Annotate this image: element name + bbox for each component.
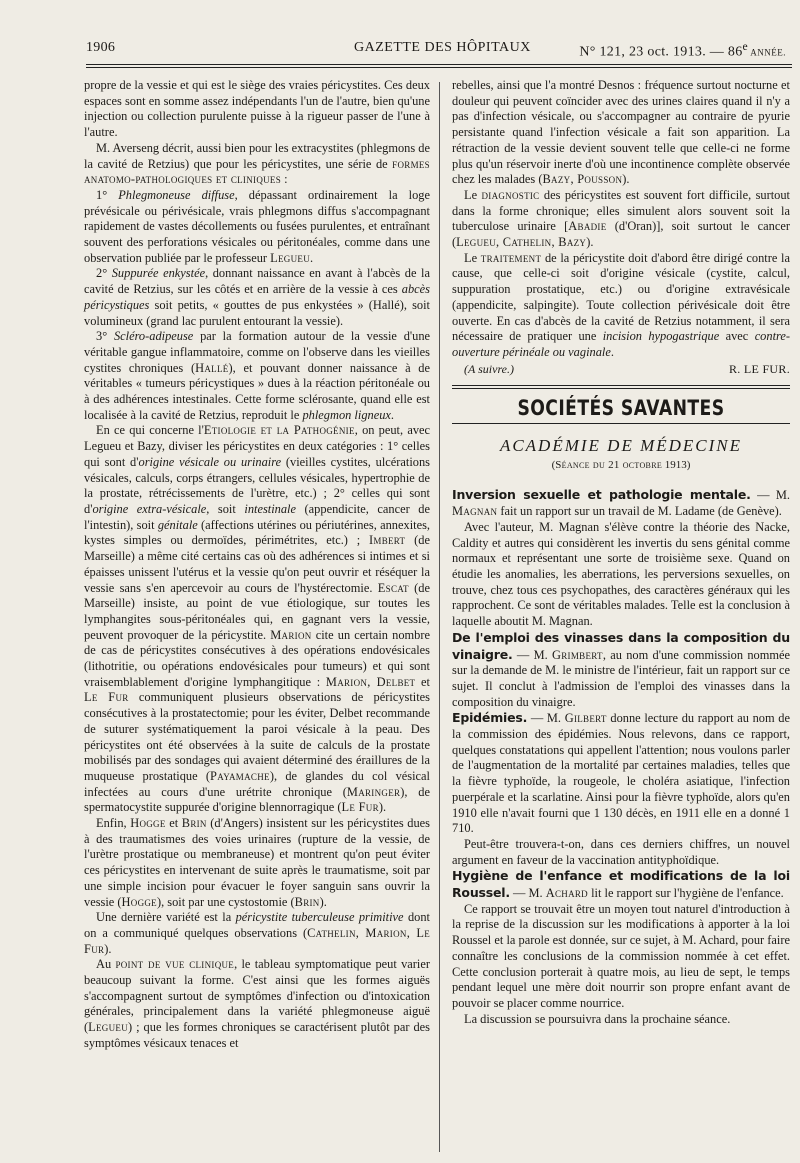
paragraph: propre de la vessie et qui est le siège des vraies péricystites. Ces deux espaces sont en somme assez indépendants l'un de l'autre, bien qu'une injection ou collection purulente puisse à la rigueur passer de l'une à l'autre.	[84, 78, 430, 140]
journal-title: GAZETTE DES HÔPITAUX	[354, 40, 531, 55]
academy-heading: ACADÉMIE DE MÉDECINE	[499, 436, 743, 456]
session-date: (Séance du 21 octobre 1913)	[551, 458, 691, 471]
to-be-continued: (A suivre.)	[464, 361, 514, 376]
paragraph: 1° Phlegmoneuse diffuse, dépassant ordinairement la loge prévésicale ou périvésicale, vrais phlegmons diffus s'accompagnant rapidement de vastes décollements ou fusées purulentes, et entraînant souvent des perforations vésicales ou péritonéales, comme dans une observation publiée par le professeur Legueu.	[84, 187, 430, 265]
paragraph: Le diagnostic des péricystites est souvent fort difficile, surtout dans la forme chronique; elles simulent alors souvent soit la tuberculose urinaire [Abadie (d'Oran)], soit surtout le cancer (Legueu, Cathelin, Bazy).	[452, 187, 790, 250]
paragraph: Le traitement de la péricystite doit d'abord être dirigé contre la cause, que celle-ci soit d'origine vésicale (cystite, calcul, suppuration prostatique, etc.) ou d'origine extravésicale (appendicite, salpingite). Toute collection périvésicale doit être ouverte. En cas d'abcès de la cavité de Retzius notamment, il sera nécessaire de pratiquer une incision hypogastrique avec contre-ouverture périnéale ou vaginale.	[452, 250, 791, 359]
paragraph: Au point de vue clinique, le tableau symptomatique peut varier beaucoup suivant la forme. C'est ainsi que les formes aiguës s'accompagnent surtout de symptômes d'infection ou d'intoxication générales, principalement dans la variété phlegmoneuse aiguë (Legueu) ; que les formes chroniques se caractérisent plutôt par des symptômes vésicaux tenaces et	[84, 957, 430, 1050]
header-rule-bottom	[86, 67, 792, 68]
paragraph: Une dernière variété est la péricystite tuberculeuse primitive dont on a communiqué quelques observations (Cathelin, Marion, Le Fur).	[84, 910, 431, 956]
paragraph: 2° Suppurée enkystée, donnant naissance en avant à l'abcès de la cavité de Retzius, sur les côtés et en arrière de la vessie à ces abcès péricystiques soit petits, « gouttes de pus enkystées » (Hallé), soit volumineux (grand lac purulent entourant la vessie).	[84, 266, 430, 328]
header-rule-top	[86, 64, 792, 65]
article-title: De l'emploi des vinasses dans la composition du vinaigre.	[452, 629, 790, 662]
paragraph: Peut-être trouvera-t-on, dans ces derniers chiffres, un nouvel argument en faveur de la vaccination antityphoïdique.	[452, 836, 790, 867]
paragraph: rebelles, ainsi que l'a montré Desnos : fréquence surtout nocturne et douleur qui peuvent coïncider avec des urines claires quand il n'y a pas d'infection vésicale, ou s'accompagner au contraire de pyurie persistante quand l'infection vésicale a fait son apparition. La rétraction de la vessie devient souvent telle que celle-ci ne forme plus qu'un réservoir inerte d'où une incontinence complète observée chez les malades (Bazy, Pousson).	[452, 78, 790, 187]
right-column	[452, 78, 790, 1027]
left-column	[84, 78, 430, 1052]
author-signature: R. LE FUR.	[728, 361, 790, 376]
article-epidemies: Epidémies. — M. Gilbert donne lecture du rapport au nom de la commission des épidémies. Nous relevons, dans ce rapport, quelques constatations qui appellent l'attention; nous voulons parler de l'augmentation de la mortalité par certaines maladies, telles que la fièvre typhoïde, la rougeole, le choléra asiatique, l'infection puerpérale et la scarlatine. Ainsi pour la fièvre typhoïde, alors qu'en 1910 elle n'avait fourni que 1 130 décès, en 1911 elle en a donné 1 710.	[452, 710, 790, 836]
article-title: Hygiène de l'enfance et modifications de la loi Roussel.	[452, 868, 790, 901]
column-divider	[439, 82, 440, 1152]
article-inversion: Inversion sexuelle et pathologie mentale. — M. Magnan fait un rapport sur un travail de M. Ladame (de Genève).	[452, 487, 790, 519]
article-title: Epidémies.	[452, 710, 528, 726]
paragraph: La discussion se poursuivra dans la prochaine séance.	[464, 1011, 731, 1026]
paragraph: Avec l'auteur, M. Magnan s'élève contre la théorie des Nacke, Caldity et autres qui considèrent les invertis du sens génital comme normaux et représentant une sorte de troisième sexe. Quand on étudie les anomalies, les aberrations, les perversions sexuelles, on trouve, chez tous ces psychopathes, des caractères généraux qui les rapprochent. Ce sont de véritables malades. Telle est la conclusion à laquelle aboutit M. Magnan.	[452, 519, 790, 629]
paragraph: En ce qui concerne l'Etiologie et la Pathogénie, on peut, avec Legueu et Bazy, diviser les péricystites en deux catégories : 1° celles qui sont d'origine vésicale ou urinaire (vieilles cystites, ulcérations vésicales, calculs, corps étrangers, cellules vésicales, hypertrophie de la prostate, rétrécissements de l'urètre, etc.) ; 2° celles qui sont d'origine extra-vésicale, soit intestinale (appendicite, cancer de l'intestin), soit génitale (affections utérines ou périutérines, annexites, kystes simples ou dermoïdes, périmétrites, etc.) ; Imbert (de Marseille) a même cité certains cas où des adhérences si intimes et si épaisses unissent l'utérus et la vessie qu'on peut ouvrir et réséquer la vessie sans s'en apercevoir au cours de l'hystérectomie. Escat (de Marseille) insiste, au point de vue étiologique, sur toutes les lymphangites sous-péritonéales qui, en gagnant vers la vessie, peuvent provoquer de la péricystite. Marion cite un certain nombre de cas de péricystites consécutives à des opérations endovésicales (lithotritie, ou opérations endovésicales pour tumeurs) et qui sont vraisemblablement d'origine lymphangitique : Marion, Delbet et Le Fur communiquent plusieurs observations de péricystites consécutives à la prostatectomie; pour les éviter, Delbet recommande de suturer systématiquement la paroi vésicale à la peau. Des péricystites ont été observées à la suite de calculs de la prostate mobilisés par des sondages qui avaient déterminé des éraillures de la muqueuse prostatique (Payamache), de glandes du col vésical infectées au cours d'une urétrite chronique (Maringer), de spermatocystite suppurée d'origine blennorragique (Le Fur).	[84, 423, 431, 815]
article-hygiene: Hygiène de l'enfance et modifications de la loi Roussel. — M. Achard lit le rapport sur l'hygiène de l'enfance.	[452, 868, 790, 901]
paragraph: 3° Scléro-adipeuse par la formation autour de la vessie d'une véritable gangue inflammatoire, comme on l'observe dans les vieilles cystites chroniques (Hallé), et pouvant donner naissance à de véritables « tumeurs péricystiques » dues à la réaction péritonéale ou à des adhérences intestinales. Cette forme sclérosante, quand elle est localisée à la cavité de Retzius, reproduit le phlegmon ligneux.	[84, 329, 431, 422]
paragraph: Enfin, Hogge et Brin (d'Angers) insistent sur les péricystites dues à des traumatismes des voies urinaires (rupture de la vessie, de l'urètre prostatique ou membraneuse) et montrent qu'on peut éviter ces péricystites en intervenant de suite après le traumatisme, soit par une simple incision pour évacuer le foyer sanguin sans ouvrir la vessie (Hogge), soit par une cystostomie (Brin).	[84, 816, 430, 909]
article-title: Inversion sexuelle et pathologie mentale.	[452, 487, 751, 503]
page-header	[86, 40, 786, 62]
section-rule	[452, 385, 790, 389]
article-vinasses: De l'emploi des vinasses dans la composition du vinaigre. — M. Grimbert, au nom d'une commission nommée sur la demande de M. le ministre de l'intérieur, fait un rapport sur ce sujet. Il conclut à l'admission de l'emploi des vinasses dans la composition du vinaigre.	[452, 629, 790, 709]
page-number: 1906	[86, 40, 116, 55]
issue-info: N° 121, 23 oct. 1913. — 86e ANNÉE.	[579, 40, 786, 60]
paragraph: Ce rapport se trouvait être un moyen tout naturel d'introduction à la reprise de la discussion sur les modifications à apporter à la loi Roussel et la parole est donnée, sur ce sujet, à M. Achard, pour faire connaître les conclusions de la commission nommée à cet effet. Cette conclusion porterait à quatre mois, au lieu de sept, le temps pendant lequel une mère doit nourrir son propre enfant avant de pouvoir se placer comme nourrice.	[452, 901, 790, 1010]
article-footer	[452, 362, 790, 378]
section-title: SOCIÉTÉS SAVANTES	[517, 396, 725, 421]
paragraph: M. Averseng décrit, aussi bien pour les extracystites (phlegmons de la cavité de Retzius) que pour les péricystites, une série de formes anatomo-pathologiques et cliniques :	[84, 140, 430, 187]
section-title-rule	[452, 423, 790, 424]
